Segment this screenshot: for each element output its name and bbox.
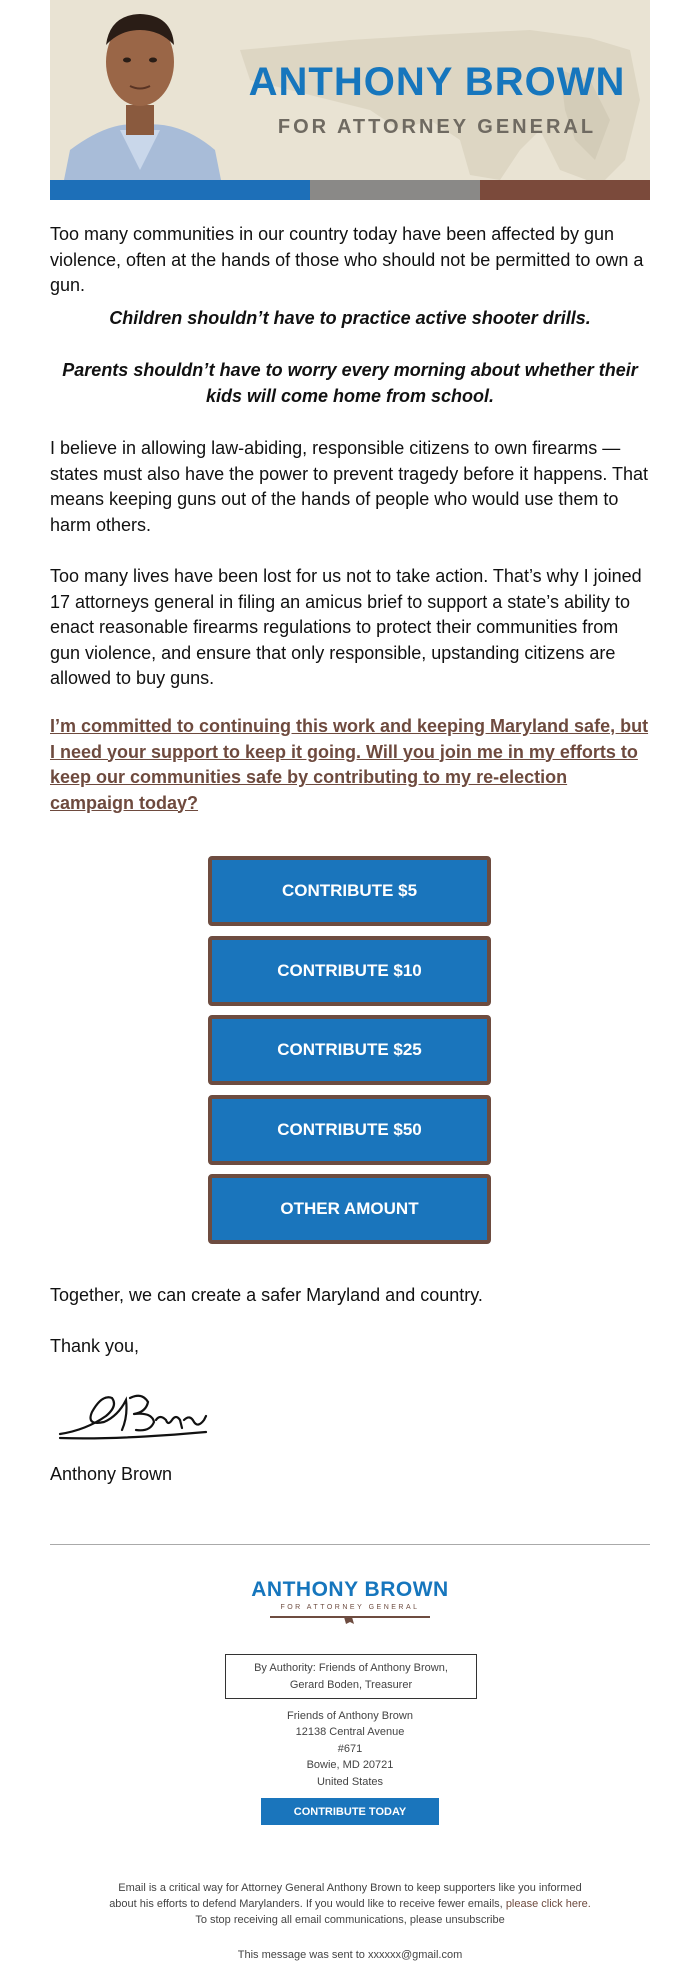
- stripe-gray: [310, 180, 480, 200]
- header-banner: [50, 0, 650, 200]
- donate-appeal-link[interactable]: I’m committed to continuing this work and keeping Maryland safe, but I need your support to keep it going. Will you join me in my efforts to keep our communities safe by contributing to my re-election campaign today?: [50, 716, 649, 813]
- footer-logo-rule: [270, 1614, 430, 1626]
- candidate-photo: [50, 0, 230, 200]
- authority-box: [225, 1654, 477, 1699]
- other-amount-button[interactable]: OTHER AMOUNT: [208, 1174, 491, 1244]
- banner-subtitle: FOR ATTORNEY GENERAL: [277, 116, 597, 138]
- recipient-email: xxxxxx@gmail.com: [367, 1949, 463, 1961]
- banner-stripe: [50, 180, 650, 200]
- sent-to-line: [60, 1947, 640, 1964]
- fewer-emails-link[interactable]: please click here.: [505, 1898, 591, 1910]
- contribute-5-button[interactable]: CONTRIBUTE $5: [208, 856, 491, 926]
- contribute-25-button[interactable]: CONTRIBUTE $25: [208, 1015, 491, 1085]
- address-line-3: #671: [337, 1743, 363, 1755]
- address-line-5: United States: [316, 1776, 384, 1788]
- emphasis-line-1: Children shouldn’t have to practice active shooter drills.: [109, 308, 591, 328]
- contribute-today-button[interactable]: CONTRIBUTE TODAY: [261, 1798, 439, 1825]
- thank-you-line: Thank you,: [50, 1336, 140, 1356]
- sent-to-prefix: This message was sent to: [237, 1949, 365, 1961]
- address-line-4: Bowie, MD 20721: [306, 1759, 394, 1771]
- body-paragraph-1: Too many communities in our country today have been affected by gun violence, often at the hands of those who should not be permitted to own a gun.: [50, 224, 644, 295]
- footer-logo-name: ANTHONY BROWN: [251, 1578, 449, 1601]
- signoff-name: Anthony Brown: [50, 1464, 173, 1484]
- fine-print-text-2: about his efforts to defend Marylanders. If you would like to receive fewer emails,: [109, 1898, 503, 1910]
- body-paragraph-3: Too many lives have been lost for us not to take action. That’s why I joined 17 attorneys general in filing an amicus brief to support a state’s ability to enact reasonable firearms regulations to protect their communities from gun violence, and ensure that only responsible, upstanding citizens are allowed to buy guns.: [50, 566, 642, 688]
- fine-print-line-2: [60, 1896, 640, 1913]
- contribute-10-button[interactable]: CONTRIBUTE $10: [208, 936, 491, 1006]
- banner-name: ANTHONY BROWN: [248, 60, 626, 104]
- closing-line: Together, we can create a safer Maryland and country.: [50, 1285, 483, 1305]
- address-line-1: Friends of Anthony Brown: [287, 1710, 413, 1722]
- fine-print-line-1: Email is a critical way for Attorney General Anthony Brown to keep supporters like you informed: [118, 1882, 582, 1894]
- authority-line-2: Gerard Boden, Treasurer: [289, 1679, 413, 1691]
- stripe-brown: [480, 180, 650, 200]
- address-line-2: 12138 Central Avenue: [295, 1726, 405, 1738]
- signature-image: [56, 1386, 236, 1444]
- contribute-50-button[interactable]: CONTRIBUTE $50: [208, 1095, 491, 1165]
- footer-divider: [50, 1544, 650, 1545]
- stripe-blue: [50, 180, 310, 200]
- body-paragraph-2: I believe in allowing law-abiding, responsible citizens to own firearms — states must also have the power to prevent tragedy before it happens. That means keeping guns out of the hands of people who would use them to harm others.: [50, 438, 649, 535]
- footer-logo: [250, 1574, 450, 1624]
- unsubscribe-line[interactable]: To stop receiving all email communications, please unsubscribe: [195, 1914, 505, 1926]
- emphasis-line-2: Parents shouldn’t have to worry every morning about whether their kids will come home from school.: [62, 360, 638, 406]
- footer-logo-subtitle: FOR ATTORNEY GENERAL: [280, 1604, 420, 1611]
- authority-line-1: By Authority: Friends of Anthony Brown,: [254, 1662, 448, 1674]
